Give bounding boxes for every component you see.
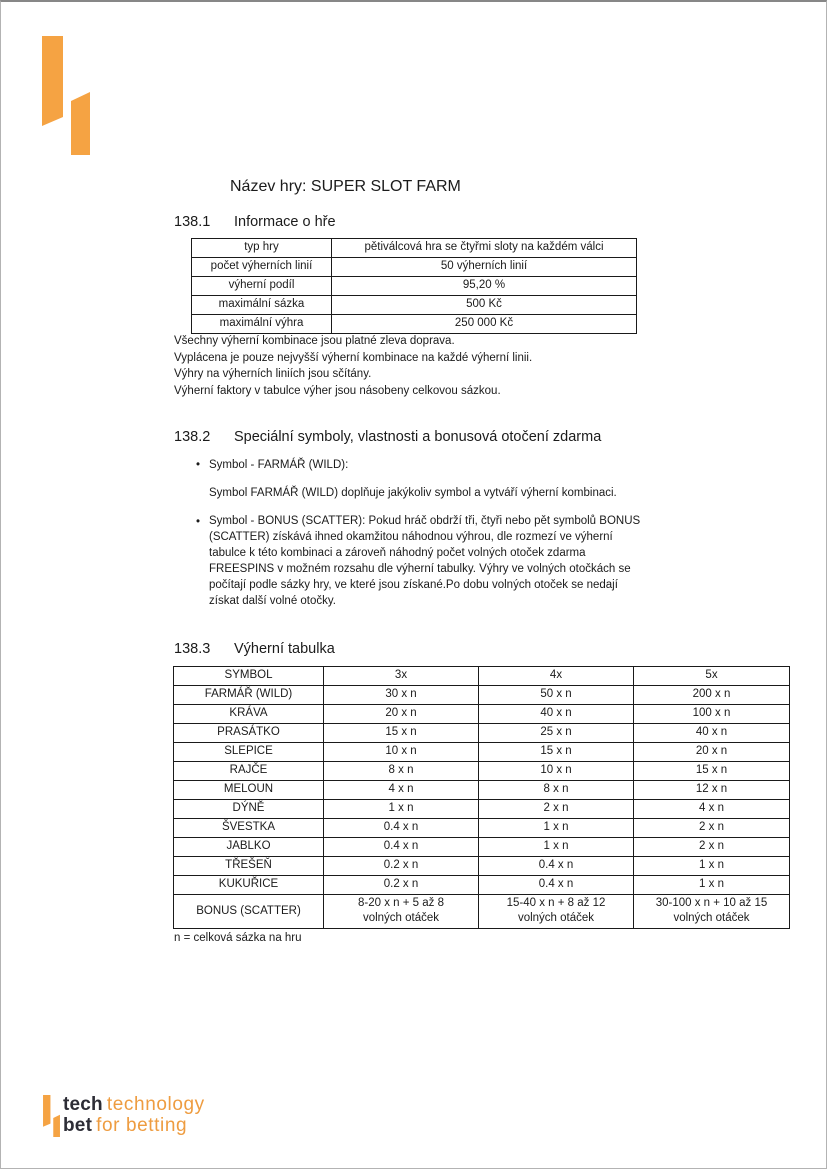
game-info-table <box>191 238 637 334</box>
table-row <box>174 819 790 838</box>
table-cell: ŠVESTKA <box>174 819 324 838</box>
table-cell: FARMÁŘ (WILD) <box>174 686 324 705</box>
table-cell: 1 x n <box>634 876 790 895</box>
section-title: Informace o hře <box>234 214 336 230</box>
bullet-label: Symbol - FARMÁŘ (WILD): <box>209 459 349 471</box>
table-cell: 15 x n <box>324 724 479 743</box>
table-row <box>174 724 790 743</box>
table-row <box>174 705 790 724</box>
bullet-item-scatter <box>196 514 640 609</box>
page-title: Název hry: SUPER SLOT FARM <box>230 178 461 195</box>
table-cell: TŘEŠEŇ <box>174 857 324 876</box>
table-row <box>174 838 790 857</box>
footer-logo-line1 <box>63 1095 205 1116</box>
table-cell: 40 x n <box>479 705 634 724</box>
table-cell: maximální sázka <box>192 296 332 315</box>
table-cell: 50 x n <box>479 686 634 705</box>
table-cell: 4 x n <box>634 800 790 819</box>
table-cell: KUKUŘICE <box>174 876 324 895</box>
win-table <box>173 666 790 929</box>
section-number: 138.2 <box>174 429 211 445</box>
table-header-cell: 3x <box>324 667 479 686</box>
table-cell: 0.4 x n <box>479 876 634 895</box>
section-number: 138.3 <box>174 641 211 657</box>
table-cell: 50 výherních linií <box>332 258 637 277</box>
section-number: 138.1 <box>174 214 211 230</box>
footer-word-bet: bet <box>63 1115 93 1136</box>
table-cell: výherní podíl <box>192 277 332 296</box>
table-row <box>174 895 790 929</box>
bullet-icon: • <box>196 516 201 528</box>
footer-logo-line2 <box>63 1116 205 1137</box>
table-cell: 500 Kč <box>332 296 637 315</box>
win-table-footnote: n = celková sázka na hru <box>174 932 302 944</box>
table-cell: maximální výhra <box>192 315 332 334</box>
techbet-footer-logo <box>43 1095 205 1137</box>
text-line: Výhry na výherních liniích jsou sčítány. <box>174 368 372 381</box>
table-cell: 15 x n <box>634 762 790 781</box>
rules-paragraphs <box>174 333 532 399</box>
table-cell: počet výherních linií <box>192 258 332 277</box>
table-cell: 20 x n <box>324 705 479 724</box>
footer-logo-text <box>63 1095 205 1137</box>
table-row <box>174 686 790 705</box>
text-line: Všechny výherní kombinace jsou platné zleva doprava. <box>174 335 455 347</box>
table-cell: KRÁVA <box>174 705 324 724</box>
table-cell: 8 x n <box>479 781 634 800</box>
table-cell: 0.4 x n <box>479 857 634 876</box>
table-cell: 30-100 x n + 10 až 15 volných otáček <box>634 895 790 929</box>
table-cell: 15 x n <box>479 743 634 762</box>
table-row <box>192 296 637 315</box>
table-cell: MELOUN <box>174 781 324 800</box>
table-cell: 0.2 x n <box>324 876 479 895</box>
table-header-row <box>174 667 790 686</box>
table-cell: 95,20 % <box>332 277 637 296</box>
table-cell: 10 x n <box>479 762 634 781</box>
table-row <box>174 743 790 762</box>
table-row <box>192 239 637 258</box>
table-row <box>192 315 637 334</box>
table-header-cell: 4x <box>479 667 634 686</box>
table-cell: 20 x n <box>634 743 790 762</box>
table-cell: 2 x n <box>634 819 790 838</box>
text-line: Výherní faktory v tabulce výher jsou násobeny celkovou sázkou. <box>174 384 501 397</box>
bullet-item-wild <box>196 457 348 474</box>
table-cell: JABLKO <box>174 838 324 857</box>
text-line: Vyplácena je pouze nejvyšší výherní kombinace na každé výherní linii. <box>174 351 533 364</box>
table-row <box>192 277 637 296</box>
table-cell: 1 x n <box>324 800 479 819</box>
table-row <box>174 781 790 800</box>
text-line: získat další volné otočky. <box>209 594 336 607</box>
table-cell: 40 x n <box>634 724 790 743</box>
table-cell: 1 x n <box>479 819 634 838</box>
table-cell: BONUS (SCATTER) <box>174 895 324 929</box>
section-title: Výherní tabulka <box>234 641 335 657</box>
section-heading-138-2 <box>174 428 601 446</box>
table-cell: PRASÁTKO <box>174 724 324 743</box>
table-header-cell: 5x <box>634 667 790 686</box>
text-line: počítají podle sázky hry, ve které jsou získané.Po dobu volných otoček se nedají <box>209 578 618 591</box>
section-heading-138-3 <box>174 640 335 658</box>
table-cell: pětiválcová hra se čtyřmi sloty na každém válci <box>332 239 637 258</box>
text-line: tabulce k této kombinaci a zároveň náhodný počet volných otoček zdarma <box>209 546 586 559</box>
table-cell: 8 x n <box>324 762 479 781</box>
table-cell: 30 x n <box>324 686 479 705</box>
table-row <box>174 800 790 819</box>
table-cell: 1 x n <box>479 838 634 857</box>
bullet-icon: • <box>196 459 201 471</box>
table-cell: typ hry <box>192 239 332 258</box>
table-row <box>174 857 790 876</box>
table-cell: 8-20 x n + 5 až 8 volných otáček <box>324 895 479 929</box>
footer-word-technology: technology <box>106 1094 205 1115</box>
table-cell: RAJČE <box>174 762 324 781</box>
table-row <box>192 258 637 277</box>
bullet-wild-description: Symbol FARMÁŘ (WILD) doplňuje jakýkoliv symbol a vytváří výherní kombinaci. <box>209 487 617 499</box>
footer-word-tech: tech <box>63 1094 103 1115</box>
text-line: FREESPINS v možném rozsahu dle výherní tabulky. Výhry ve volných otočkách se <box>209 562 631 575</box>
table-cell: 0.4 x n <box>324 819 479 838</box>
table-cell: 25 x n <box>479 724 634 743</box>
text-line: Symbol - BONUS (SCATTER): Pokud hráč obdrží tři, čtyři nebo pět symbolů BONUS <box>209 515 641 527</box>
bullet-scatter-description <box>209 514 640 609</box>
footer-word-for-betting: for betting <box>96 1115 188 1136</box>
table-cell: 0.2 x n <box>324 857 479 876</box>
table-cell: 250 000 Kč <box>332 315 637 334</box>
table-cell: 1 x n <box>634 857 790 876</box>
text-line: (SCATTER) získává ihned okamžitou náhodnou výhrou, dle rozmezí ve výherní <box>209 530 613 543</box>
table-cell: SLEPICE <box>174 743 324 762</box>
table-cell: 12 x n <box>634 781 790 800</box>
table-row <box>174 762 790 781</box>
section-heading-138-1 <box>174 213 336 231</box>
table-cell: 100 x n <box>634 705 790 724</box>
table-cell: 15-40 x n + 8 až 12 volných otáček <box>479 895 634 929</box>
table-cell: 0.4 x n <box>324 838 479 857</box>
table-cell: 2 x n <box>479 800 634 819</box>
table-header-cell: SYMBOL <box>174 667 324 686</box>
table-cell: 2 x n <box>634 838 790 857</box>
table-cell: 10 x n <box>324 743 479 762</box>
table-row <box>174 876 790 895</box>
table-cell: 200 x n <box>634 686 790 705</box>
techbet-logo-mark-small-icon <box>43 1095 60 1137</box>
techbet-logo-mark-icon <box>42 36 90 155</box>
table-cell: 4 x n <box>324 781 479 800</box>
section-title: Speciální symboly, vlastnosti a bonusová otočení zdarma <box>234 429 602 445</box>
table-cell: DÝNĚ <box>174 800 324 819</box>
